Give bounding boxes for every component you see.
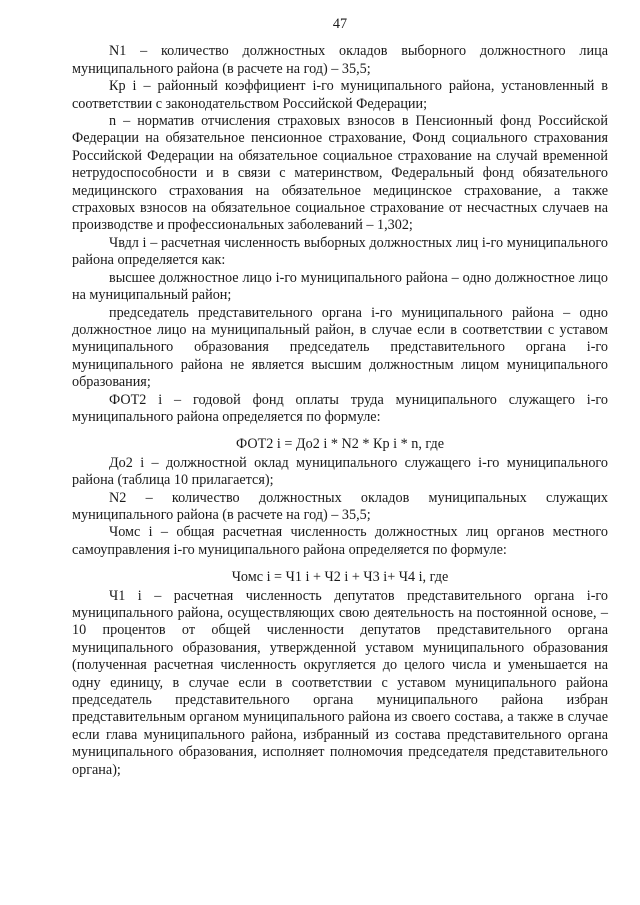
paragraph-n1: N1 – количество должностных окладов выборного должностного лица муниципального района (в расчете на год) – 35,5; [72,43,608,77]
paragraph-n-rate: n – норматив отчисления страховых взносов в Пенсионный фонд Российской Федерации на обязательное пенсионное страхование, Фонд социального страхования Российской Федерации на обязательное социальное страхование на случай временной нетрудоспособности и в связи с материнством, Федеральный фонд обязательного медицинского страхования на обязательное медицинское страхование, а также страховых взносов на обязательное социальное страхование от несчастных случаев на производстве и профессиональных заболеваний – 1,302; [72,113,608,234]
page-number: 47 [332,16,348,32]
paragraph-chairman: председатель представительного органа i-го муниципального района – одно должностное лицо на муниципальный район, в случае если в соответствии с уставом муниципального образования председатель представительного органа i-го муниципального района не является высшим должностным лицом муниципального образования; [72,304,608,391]
paragraph-highest-official: высшее должностное лицо i-го муниципального района – одно должностное лицо на муниципальный район; [72,269,608,304]
paragraph-kr: Кр i – районный коэффициент i-го муниципального района, установленный в соответствии с законодательством Российской Федерации; [72,78,608,112]
formula-fot2: ФОТ2 i = До2 i * N2 * Кр i * n, где [235,436,445,453]
paragraph-chvdl: Чвдл i – расчетная численность выборных должностных лиц i-го муниципального района определяется как: [72,234,608,269]
paragraph-ch1: Ч1 i – расчетная численность депутатов представительного органа i-го муниципального района, осуществляющих свою деятельность на постоянной основе, – 10 процентов от общей численности депутатов представительного органа муниципального образования, утвержденной уставом муниципального образования (полученная расчетная численность округляется до целого числа и уменьшается на одну единицу, в случае если в соответствии с уставом муниципального района председатель представительного органа муниципального района избран представительным органом муниципального района из своего состава, а также в случае если глава муниципального района, избранный из состава представительного органа муниципального образования, исполняет полномочия председателя представительного органа); [72,587,608,778]
paragraph-choms: Чомс i – общая расчетная численность должностных лиц органов местного самоуправления i-го муниципального района определяется по формуле: [72,524,608,558]
paragraph-n2: N2 – количество должностных окладов муниципальных служащих муниципального района (в расчете на год) – 35,5; [72,489,608,523]
paragraph-do2: До2 i – должностной оклад муниципального служащего i-го муниципального района (таблица 10 прилагается); [72,454,608,489]
paragraph-fot2: ФОТ2 i – годовой фонд оплаты труда муниципального служащего i-го муниципального района определяется по формуле: [72,391,608,425]
formula-choms: Чомс i = Ч1 i + Ч2 i + Ч3 i+ Ч4 i, где [231,569,449,586]
